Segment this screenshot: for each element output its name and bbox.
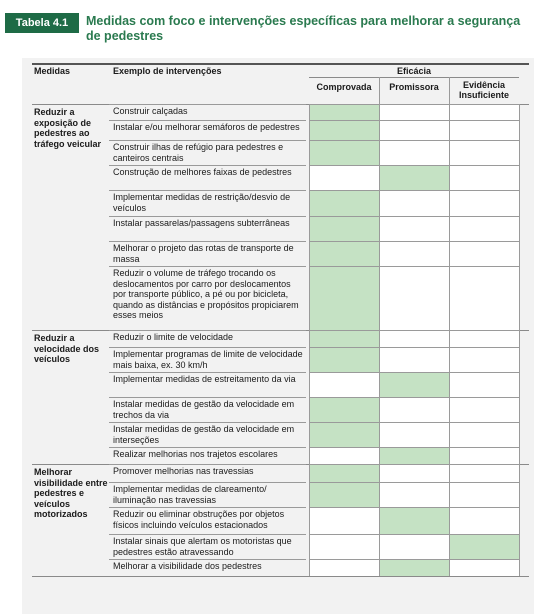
efficacy-cell-proven — [309, 165, 380, 191]
intervention-text: Construir ilhas de refúgio para pedestres e canteiros centrais — [109, 140, 306, 165]
intervention-text: Reduzir ou eliminar obstruções por objetos físicos incluindo veículos estacionados — [109, 507, 306, 534]
intervention-text: Construir calçadas — [109, 104, 306, 120]
efficacy-cell-promising — [379, 534, 450, 560]
intervention-text: Instalar medidas de gestão da velocidade em interseções — [109, 422, 306, 447]
intervention-text: Instalar e/ou melhorar semáforos de pedestres — [109, 120, 306, 140]
efficacy-cell-proven — [309, 534, 380, 560]
efficacy-cell-insufficient — [449, 534, 520, 560]
table-top-rule — [32, 63, 529, 65]
efficacy-cell-promising — [379, 216, 450, 242]
efficacy-cell-proven — [309, 559, 380, 577]
intervention-text: Construção de melhores faixas de pedestres — [109, 165, 306, 190]
table-bottom-rule — [32, 576, 529, 577]
efficacy-cell-proven — [309, 140, 380, 166]
efficacy-cell-promising — [379, 507, 450, 535]
efficacy-cell-promising — [379, 397, 450, 423]
header-proven: Comprovada — [316, 82, 372, 92]
efficacy-cell-insufficient — [449, 140, 520, 166]
efficacy-table — [22, 58, 534, 614]
efficacy-cell-proven — [309, 372, 380, 398]
intervention-text: Implementar programas de limite de velocidade mais baixa, ex. 30 km/h — [109, 347, 306, 372]
efficacy-cell-insufficient — [449, 241, 520, 267]
intervention-text: Melhorar a visibilidade dos pedestres — [109, 559, 306, 576]
table-number-badge: Tabela 4.1 — [5, 13, 79, 33]
header-measures: Medidas — [34, 66, 71, 76]
measure-label: Melhorar visibilidade entre pedestres e veículos motorizados — [34, 467, 108, 519]
intervention-text: Implementar medidas de estreitamento da via — [109, 372, 306, 397]
efficacy-cell-insufficient — [449, 464, 520, 483]
efficacy-cell-proven — [309, 347, 380, 373]
efficacy-cell-insufficient — [449, 165, 520, 191]
header-promising: Promissora — [389, 82, 439, 92]
efficacy-subheader-rule — [309, 77, 519, 78]
efficacy-cell-proven — [309, 447, 380, 465]
header-interventions: Exemplo de intervenções — [113, 66, 222, 76]
intervention-text: Instalar medidas de gestão da velocidade em trechos da via — [109, 397, 306, 422]
efficacy-cell-insufficient — [449, 216, 520, 242]
efficacy-cell-insufficient — [449, 190, 520, 217]
efficacy-cell-proven — [309, 482, 380, 508]
efficacy-cell-promising — [379, 559, 450, 577]
efficacy-cell-promising — [379, 190, 450, 217]
efficacy-cell-promising — [379, 266, 450, 331]
efficacy-cell-insufficient — [449, 120, 520, 141]
efficacy-cell-insufficient — [449, 104, 520, 121]
efficacy-cell-proven — [309, 120, 380, 141]
efficacy-cell-promising — [379, 241, 450, 267]
header-divider-1 — [379, 77, 380, 104]
efficacy-cell-promising — [379, 482, 450, 508]
table-title: Medidas com foco e intervenções específicas para melhorar a segurança de pedestres — [86, 14, 521, 43]
intervention-text: Reduzir o limite de velocidade — [109, 330, 306, 347]
efficacy-cell-proven — [309, 104, 380, 121]
measure-label: Reduzir a exposição de pedestres ao tráfego veicular — [34, 107, 102, 149]
efficacy-cell-proven — [309, 266, 380, 331]
efficacy-cell-insufficient — [449, 266, 520, 331]
efficacy-cell-proven — [309, 464, 380, 483]
efficacy-cell-promising — [379, 120, 450, 141]
intervention-text: Promover melhorias nas travessias — [109, 464, 306, 482]
intervention-text: Instalar sinais que alertam os motoristas que pedestres estão atravessando — [109, 534, 306, 559]
efficacy-cell-insufficient — [449, 559, 520, 577]
intervention-text: Instalar passarelas/passagens subterrâneas — [109, 216, 306, 241]
efficacy-cell-proven — [309, 507, 380, 535]
intervention-text: Reduzir o volume de tráfego trocando os deslocamentos por carro por deslocamentos por transporte público, a pé ou por bicicleta, quando as distâncias e propósitos propiciarem esses meios — [109, 266, 306, 330]
efficacy-cell-proven — [309, 330, 380, 348]
efficacy-cell-insufficient — [449, 507, 520, 535]
measure-label: Reduzir a velocidade dos veículos — [34, 333, 100, 364]
efficacy-cell-proven — [309, 397, 380, 423]
efficacy-cell-insufficient — [449, 422, 520, 448]
efficacy-cell-promising — [379, 330, 450, 348]
header-insufficient: Evidência Insuficiente — [458, 80, 509, 100]
intervention-text: Realizar melhorias nos trajetos escolares — [109, 447, 306, 464]
efficacy-cell-insufficient — [449, 372, 520, 398]
efficacy-cell-insufficient — [449, 330, 520, 348]
intervention-text: Implementar medidas de restrição/desvio de veículos — [109, 190, 306, 216]
efficacy-cell-promising — [379, 104, 450, 121]
efficacy-cell-insufficient — [449, 482, 520, 508]
efficacy-cell-promising — [379, 447, 450, 465]
efficacy-cell-promising — [379, 422, 450, 448]
efficacy-cell-proven — [309, 190, 380, 217]
efficacy-cell-insufficient — [449, 397, 520, 423]
header-divider-2 — [449, 77, 450, 104]
efficacy-cell-insufficient — [449, 347, 520, 373]
efficacy-cell-promising — [379, 464, 450, 483]
efficacy-cell-promising — [379, 165, 450, 191]
efficacy-cell-proven — [309, 241, 380, 267]
efficacy-cell-insufficient — [449, 447, 520, 465]
efficacy-cell-promising — [379, 372, 450, 398]
efficacy-cell-promising — [379, 140, 450, 166]
efficacy-cell-proven — [309, 422, 380, 448]
efficacy-cell-promising — [379, 347, 450, 373]
efficacy-cell-proven — [309, 216, 380, 242]
intervention-text: Melhorar o projeto das rotas de transporte de massa — [109, 241, 306, 266]
header-efficacy: Eficácia — [396, 66, 432, 76]
intervention-text: Implementar medidas de clareamento/ iluminação nas travessias — [109, 482, 306, 507]
